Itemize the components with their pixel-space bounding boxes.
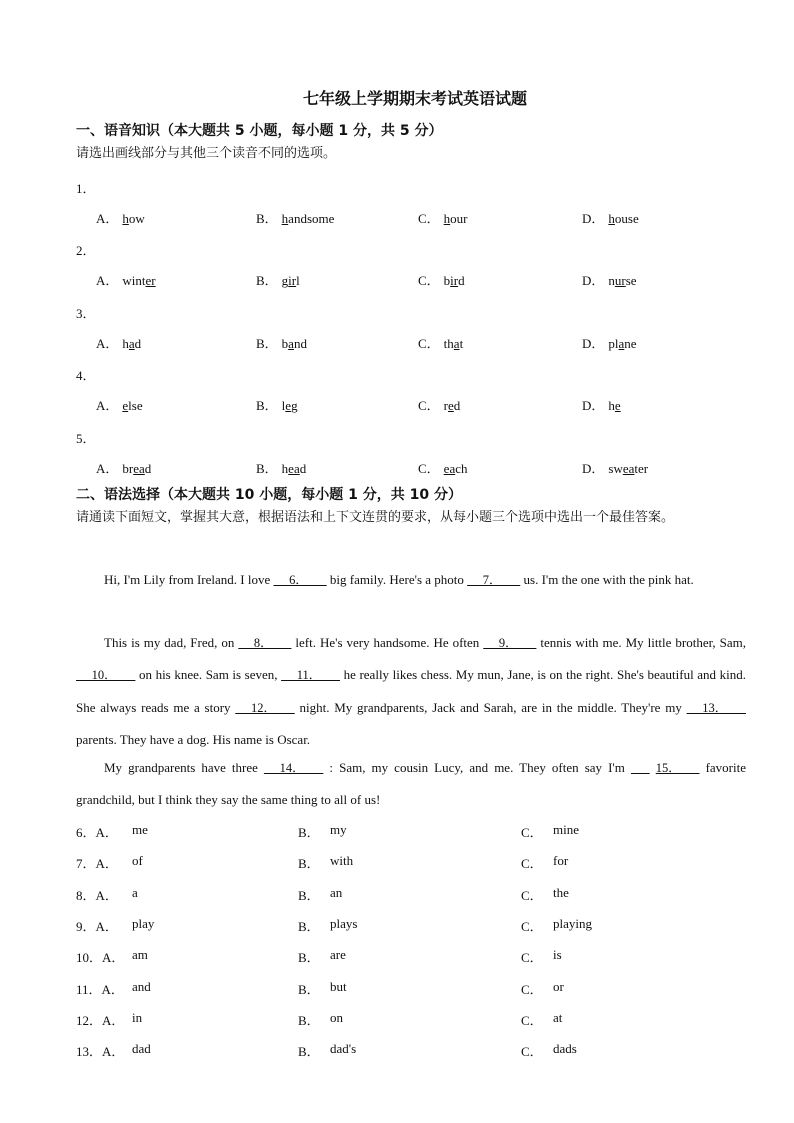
question-number: 13．A．: [76, 1044, 125, 1060]
passage-text: Hi, I'm Lily from Ireland. I love: [104, 572, 274, 587]
option-text: se: [625, 273, 637, 289]
passage-text: big family. Here's a photo: [326, 572, 468, 587]
option-text: l: [281, 398, 286, 414]
underlined-letters: a: [128, 335, 135, 351]
option-text: andsome: [288, 211, 335, 226]
underlined-letters: h: [281, 211, 289, 226]
passage-text: us. I'm the one with the pink hat.: [520, 572, 694, 587]
answer-c: dads: [553, 1041, 577, 1057]
passage-text: parents. They have a dog. His name is Oscar.: [76, 731, 311, 747]
option-text: ter: [634, 460, 649, 476]
underlined-letters: a: [618, 335, 625, 351]
answer-a: am: [132, 947, 148, 963]
answer-b-label: B．: [298, 1044, 320, 1060]
question-number: 7．A．: [76, 856, 118, 872]
option-text: D．: [582, 460, 605, 476]
underlined-letters: ir: [288, 273, 297, 289]
option-text: d: [144, 460, 152, 476]
option-text: A．: [96, 398, 119, 414]
answer-c-label: C．: [521, 1044, 543, 1060]
underlined-letters: ea: [622, 460, 635, 476]
passage-text: favorite grandchild, but I think they say the same thing to all of us!: [76, 760, 746, 808]
option-text: l: [296, 273, 300, 289]
option-b: [256, 333, 307, 352]
answer-a: and: [132, 978, 151, 994]
option-text: d: [299, 460, 307, 476]
option-d: [582, 395, 621, 414]
answer-c: is: [553, 947, 562, 963]
option-d: [582, 270, 637, 289]
question-number: 1．: [76, 181, 96, 196]
underlined-letters: a: [288, 335, 294, 351]
option-text: D．: [582, 273, 605, 289]
question-number: 8．A．: [76, 887, 118, 903]
option-text: ch: [455, 460, 468, 476]
underlined-letters: e: [122, 398, 129, 414]
answer-b: on: [330, 1009, 343, 1025]
answer-b: plays: [330, 915, 358, 931]
section-2-instruction: 请通读下面短文，掌握其大意，根据语法和上下文连贯的要求，从每小题三个选项中选出一个最佳答案。: [76, 510, 675, 525]
option-text: A．: [96, 273, 119, 289]
option-text: d: [458, 273, 465, 289]
option-text: B．: [256, 273, 278, 289]
section-2-heading: 二、语法选择（本大题共 10 小题，每小题 1 分，共 10 分）: [76, 487, 462, 503]
answer-a: dad: [132, 1041, 151, 1057]
option-c: [418, 458, 468, 477]
underlined-letters: h: [608, 211, 615, 226]
option-text: b: [443, 273, 451, 289]
option-text: g: [281, 273, 289, 289]
answer-b-label: B．: [298, 887, 320, 903]
passage-text: My grandparents have three: [104, 760, 264, 775]
option-text: h: [608, 398, 615, 414]
answer-c-label: C．: [521, 981, 543, 997]
option-a: [96, 208, 145, 227]
answer-b: an: [330, 884, 343, 900]
option-text: A．: [96, 460, 119, 476]
passage-text: on his knee. Sam is seven,: [135, 667, 282, 683]
option-b: [256, 270, 300, 289]
option-c: [418, 208, 468, 227]
option-text: C．: [418, 398, 440, 414]
answer-c: for: [553, 853, 569, 869]
answer-a: a: [132, 884, 138, 900]
answer-b-label: B．: [298, 825, 320, 840]
option-text: th: [443, 335, 454, 351]
question-number: 6．A．: [76, 825, 118, 840]
option-text: b: [281, 335, 289, 351]
option-text: B．: [256, 398, 278, 414]
option-a: [96, 395, 143, 414]
option-text: sw: [608, 460, 623, 476]
underlined-letters: ea: [288, 460, 300, 476]
answer-a: of: [132, 853, 143, 869]
option-c: [418, 395, 460, 414]
option-text: B．: [256, 211, 278, 226]
passage-text: left. He's very handsome. He often: [291, 635, 484, 650]
question-number: 11．A．: [76, 981, 124, 997]
option-d: [582, 208, 639, 227]
underlined-letters: ir: [450, 273, 459, 289]
answer-b-label: B．: [298, 1012, 320, 1028]
option-text: r: [443, 398, 449, 414]
answer-c-label: C．: [521, 825, 543, 840]
option-text: t: [459, 335, 464, 351]
blank-11: 11．: [281, 668, 341, 683]
option-text: g: [291, 398, 298, 414]
option-text: n: [608, 273, 615, 289]
answer-c: playing: [553, 915, 592, 931]
option-text: C．: [418, 460, 440, 476]
option-text: wint: [122, 273, 146, 289]
answer-b: are: [330, 947, 346, 963]
passage-text: : Sam, my cousin Lucy, and me. They often say I'm: [323, 760, 631, 775]
blank-13: 13．: [686, 700, 746, 715]
answer-c: mine: [553, 822, 579, 837]
option-text: C．: [418, 211, 440, 226]
answer-c: the: [553, 884, 569, 900]
answer-b: my: [330, 822, 347, 837]
underlined-letters: e: [614, 398, 621, 414]
option-b: [256, 208, 334, 227]
option-a: [96, 270, 156, 289]
passage-paragraph-3: [76, 752, 746, 816]
blank-8: 8．: [238, 636, 292, 650]
option-text: A．: [96, 335, 119, 351]
question-number: 3．: [76, 305, 96, 321]
option-c: [418, 333, 463, 352]
section-1-heading: 一、语音知识（本大题共 5 小题，每小题 1 分，共 5 分）: [76, 123, 443, 139]
answer-c-label: C．: [521, 1012, 543, 1028]
passage-text: night. My grandparents, Jack and Sarah, are in the middle. They're my: [294, 699, 687, 715]
answer-a: in: [132, 1009, 143, 1025]
underlined-letters: ur: [614, 273, 626, 289]
option-text: d: [453, 398, 461, 414]
option-text: pl: [608, 335, 619, 351]
answer-b-label: B．: [298, 918, 320, 934]
option-c: [418, 270, 465, 289]
option-text: our: [450, 211, 468, 226]
option-text: br: [122, 460, 134, 476]
passage-paragraph-2: [76, 627, 746, 755]
question-number: 12．A．: [76, 1012, 125, 1028]
blank-6: 6．: [273, 573, 327, 587]
blank-15-lead: [631, 753, 650, 784]
passage-text: tennis with me. My little brother, Sam,: [536, 635, 746, 650]
option-d: [582, 333, 637, 352]
underlined-letters: er: [145, 273, 156, 289]
blank-7: 7．: [467, 573, 521, 587]
question-number: 10．A．: [76, 950, 125, 966]
option-text: C．: [418, 335, 440, 351]
underlined-letters: ea: [443, 460, 456, 476]
question-number: 9．A．: [76, 918, 118, 934]
underlined-letters: e: [448, 398, 454, 414]
question-number: 5．: [76, 430, 96, 446]
question-number: 4．: [76, 368, 96, 384]
option-text: D．: [582, 211, 605, 226]
underlined-letters: h: [122, 211, 129, 226]
answer-b: dad's: [330, 1041, 357, 1057]
option-text: nd: [293, 335, 307, 351]
answer-c-label: C．: [521, 918, 543, 934]
page-title: 七年级上学期期末考试英语试题: [302, 89, 527, 108]
option-text: ouse: [614, 211, 639, 226]
option-text: B．: [256, 460, 278, 476]
option-text: h: [122, 335, 129, 351]
question-number: 2．: [76, 243, 96, 259]
option-text: ne: [624, 335, 637, 351]
answer-b-label: B．: [298, 981, 320, 997]
answer-b: but: [330, 978, 347, 994]
option-b: [256, 458, 306, 477]
passage-text: This is my dad, Fred, on: [104, 635, 239, 650]
answer-c: or: [553, 978, 564, 994]
option-text: B．: [256, 335, 278, 351]
answer-a: me: [132, 822, 148, 837]
option-text: lse: [128, 398, 143, 414]
option-b: [256, 395, 298, 414]
option-a: [96, 333, 141, 352]
blank-10: 10．: [76, 668, 136, 683]
answer-b-label: B．: [298, 950, 320, 966]
blank-15: 15．: [655, 761, 700, 775]
section-1-instruction: 请选出画线部分与其他三个读音不同的选项。: [76, 146, 337, 161]
option-text: d: [134, 335, 142, 351]
answer-a: play: [132, 915, 155, 931]
option-text: h: [281, 460, 289, 476]
blank-14: 14．: [263, 761, 324, 775]
option-text: ow: [128, 211, 145, 226]
answer-c: at: [553, 1009, 563, 1025]
option-text: C．: [418, 273, 440, 289]
blank-12: 12．: [235, 700, 295, 715]
answer-c-label: C．: [521, 887, 543, 903]
passage-paragraph-1: [76, 564, 746, 596]
answer-c-label: C．: [521, 856, 543, 872]
underlined-letters: h: [443, 211, 451, 226]
option-a: [96, 458, 151, 477]
underlined-letters: a: [453, 335, 460, 351]
blank-9: 9．: [483, 636, 537, 650]
passage-text: he really likes chess. My mun, Jane, is on the right. She's beautiful and kind. She always reads me a story: [76, 667, 747, 715]
underlined-letters: e: [285, 398, 292, 414]
option-d: [582, 458, 648, 477]
answer-b-label: B．: [298, 856, 320, 872]
option-text: D．: [582, 335, 605, 351]
answer-c-label: C．: [521, 950, 543, 966]
answer-b: with: [330, 853, 354, 869]
option-text: A．: [96, 211, 119, 226]
underlined-letters: ea: [133, 460, 145, 476]
option-text: D．: [582, 398, 605, 414]
